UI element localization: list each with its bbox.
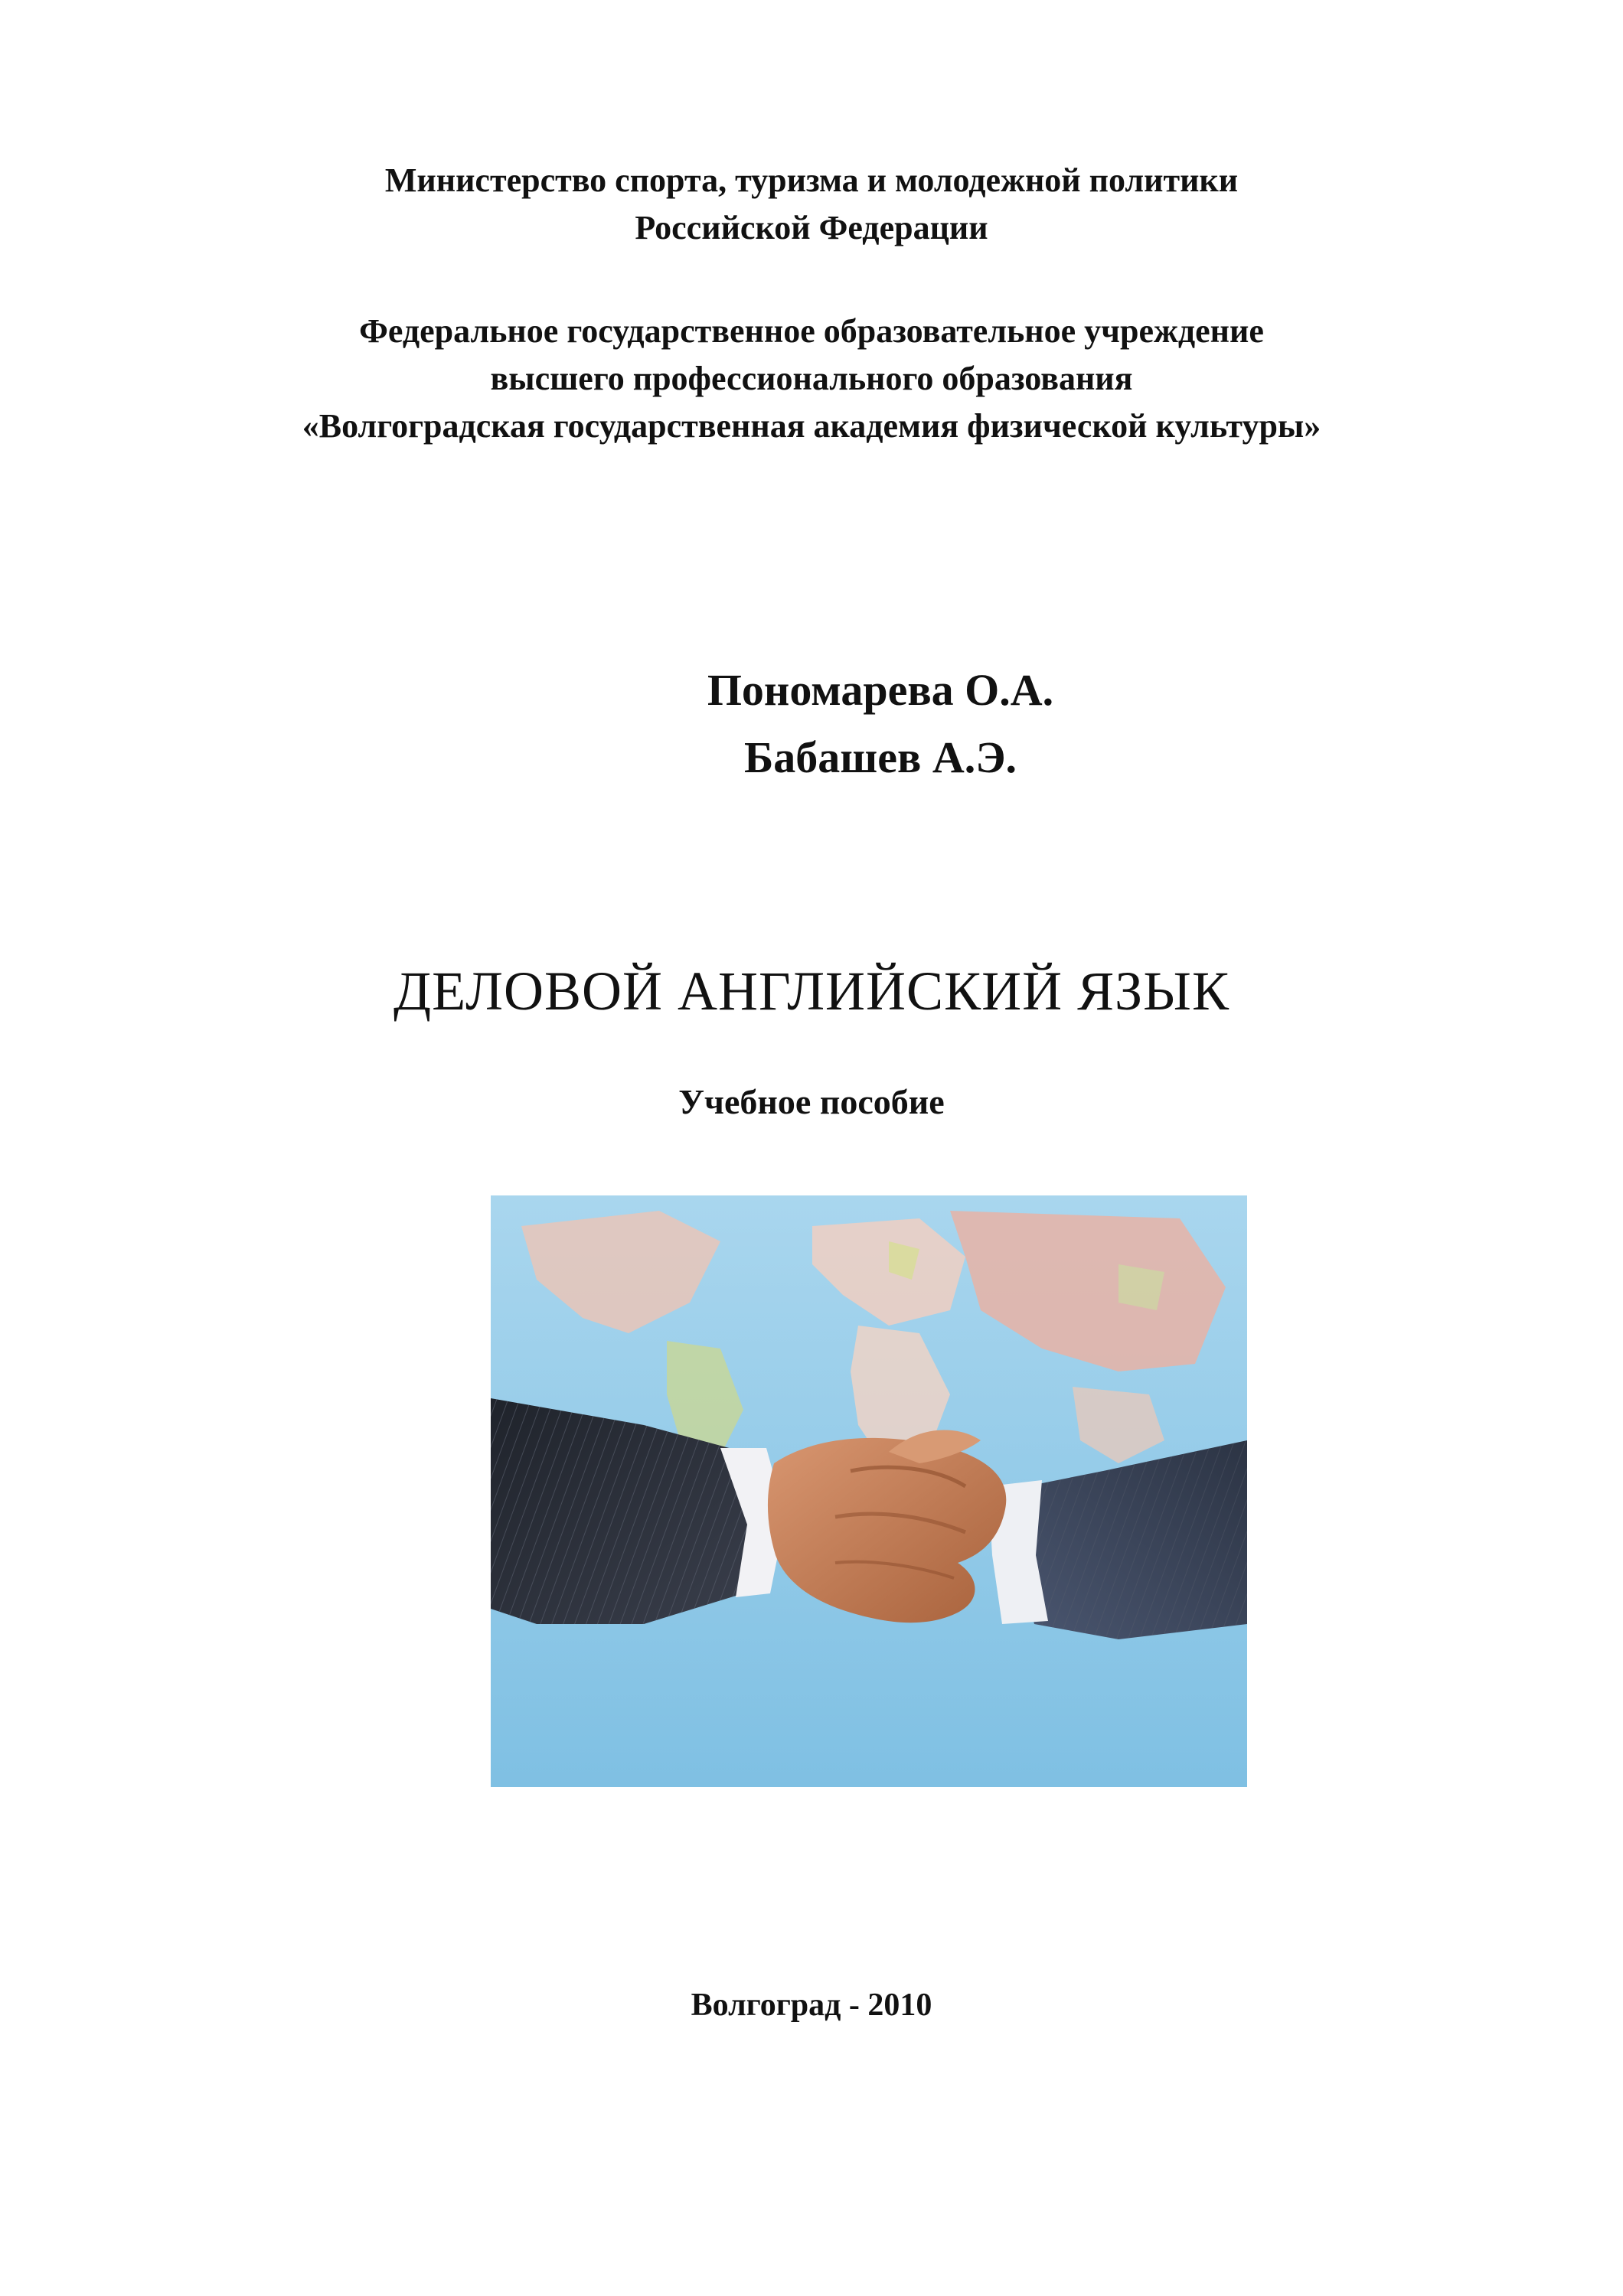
ministry-header bbox=[0, 157, 1623, 252]
author-name: Бабашев А.Э. bbox=[743, 732, 1017, 782]
ministry-line-2: Российской Федерации bbox=[635, 209, 988, 246]
authors bbox=[651, 657, 1110, 791]
institution-line-3: «Волгоградская государственная академия физической культуры» bbox=[302, 407, 1321, 445]
institution-line-1: Федеральное государственное образовательное учреждение bbox=[359, 312, 1264, 350]
institution-header bbox=[0, 308, 1623, 450]
handshake-icon bbox=[491, 1195, 1247, 1787]
institution-line-2: высшего профессионального образования bbox=[490, 360, 1133, 397]
book-subtitle: Учебное пособие bbox=[678, 1082, 945, 1121]
author-name: Пономарева О.А. bbox=[707, 665, 1054, 715]
handshake-cover-image bbox=[491, 1195, 1247, 1787]
city-year: Волгоград - 2010 bbox=[691, 1988, 932, 2023]
book-title: ДЕЛОВОЙ АНГЛИЙСКИЙ ЯЗЫК bbox=[394, 960, 1229, 1022]
ministry-line-1: Министерство спорта, туризма и молодежной политики bbox=[384, 161, 1239, 199]
